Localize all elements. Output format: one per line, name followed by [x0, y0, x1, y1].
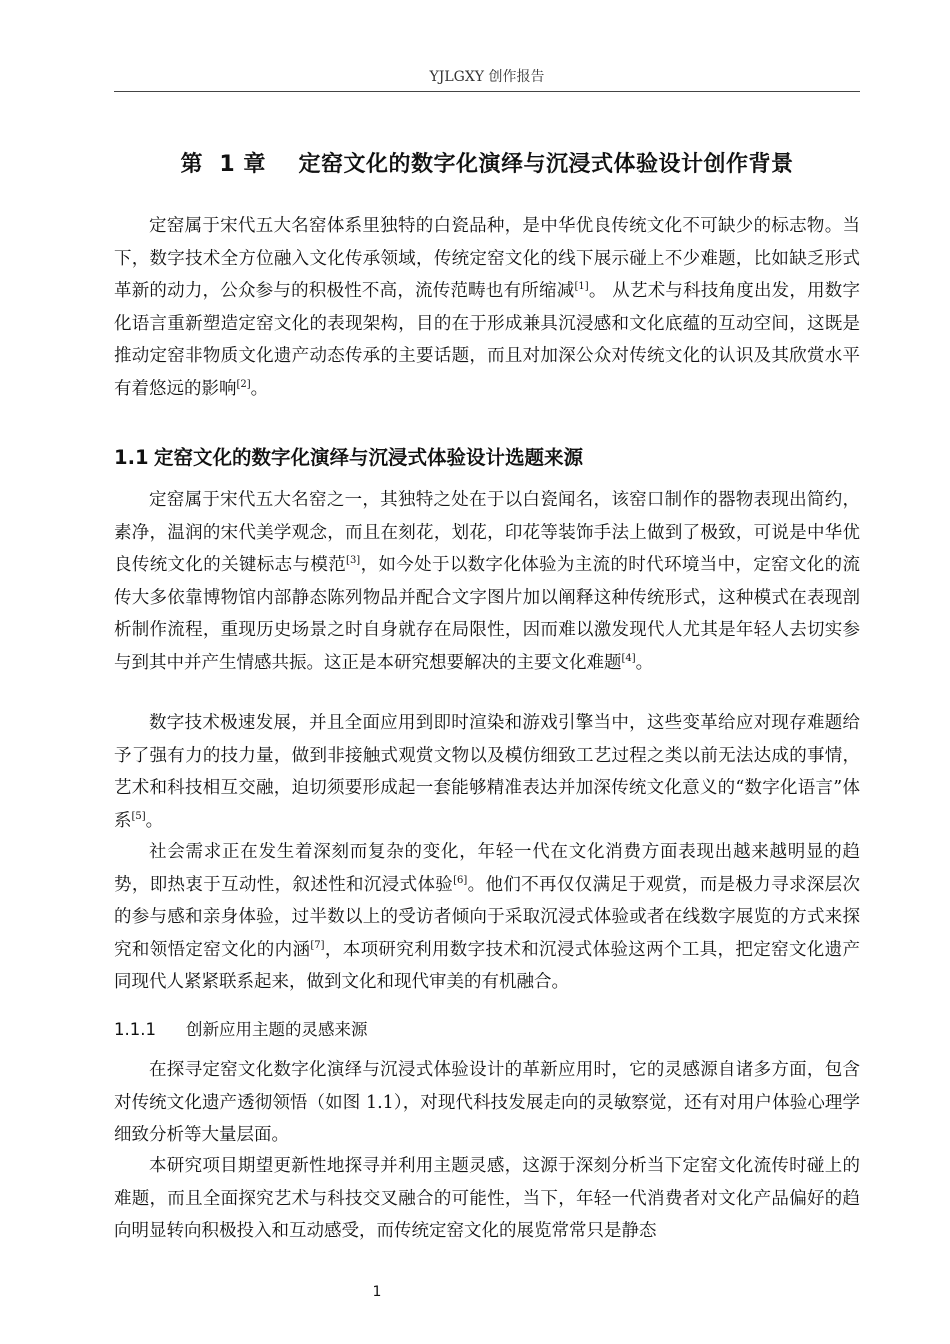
paragraph-text: 。他们不再仅仅满足于观赏，而是极力寻求深层次的参与感和亲身体验，过半数以上的受访者倾向于采取沉浸式体验或者在线数字展览的方式来探究和领悟定窑文化的内涵: [114, 874, 860, 960]
paragraph-text: 社会需求正在发生着深刻而复杂的变化，年轻一代在文化消费方面表现出越来越明显的趋势，即热衷于互动性，叙述性和沉浸式体验: [114, 842, 860, 895]
section-title: 创新应用主题的灵感来源: [186, 1020, 368, 1039]
section-1-1-paragraph-2: [114, 707, 860, 837]
paragraph-text: 。 从艺术与科技角度出发，用数字化语言重新塑造定窑文化的表现架构，目的在于形成兼具沉浸感和文化底蕴的互动空间，这既是推动定窑非物质文化遗产动态传承的主要话题，而且对加深公众对传统文化的认识及其欣赏水平有着悠远的影响: [114, 281, 861, 399]
paragraph-text: 。: [145, 810, 164, 831]
page-number: 1: [372, 1284, 382, 1300]
section-number: 1.1.1: [114, 1020, 156, 1039]
intro-paragraph: [114, 210, 860, 405]
paragraph-text: 定窑属于宋代五大名窑之一，其独特之处在于以白瓷闻名，该窑口制作的器物表现出简约，素净，温润的宋代美学观念，而且在刻花，划花，印花等装饰手法上做到了极致，可说是中华优良传统文化的关键标志与模范: [114, 490, 860, 575]
citation-6[interactable]: [6]: [453, 874, 468, 886]
section-heading-1-1-1: [114, 1016, 860, 1040]
paragraph-text: 定窑属于宋代五大名窑体系里独特的白瓷品种，是中华优良传统文化不可缺少的标志物。当下，数字技术全方位融入文化传承领域，传统定窑文化的线下展示碰上不少难题，比如缺乏形式革新的动力，公众参与的积极性不高，流传范畴也有所缩减: [114, 216, 860, 301]
paragraph-text: ，如今处于以数字化体验为主流的时代环境当中，定窑文化的流传大多依靠博物馆内部静态陈列物品并配合文字图片加以阐释这种传统形式，这种模式在表现剖析制作流程，重现历史场景之时自身就存在局限性，因而难以激发现代人尤其是年轻人去切实参与到其中并产生情感共振。这正是本研究想要解决的主要文化难题: [114, 555, 861, 673]
citation-5[interactable]: [5]: [131, 810, 146, 822]
citation-2[interactable]: [2]: [236, 378, 251, 390]
citation-7[interactable]: [7]: [310, 939, 325, 951]
paragraph-text: 。: [250, 378, 269, 399]
citation-4[interactable]: [4]: [621, 652, 636, 664]
section-title: 定窑文化的数字化演绎与沉浸式体验设计选题来源: [154, 446, 584, 469]
header-divider: [114, 91, 860, 92]
section-heading-1-1: [114, 442, 860, 470]
citation-1[interactable]: [1]: [574, 281, 589, 292]
section-1-1-paragraph-3: [114, 836, 860, 999]
chapter-title: 第 1 章 定窑文化的数字化演绎与沉浸式体验设计创作背景: [180, 152, 794, 177]
section-1-1-paragraph-1: [114, 484, 860, 679]
section-number: 1.1: [114, 446, 149, 469]
section-1-1-1-paragraph-1: 在探寻定窑文化数字化演绎与沉浸式体验设计的革新应用时，它的灵感源自诸多方面，包含对传统文化遗产透彻领悟（如图 1.1），对现代科技发展走向的灵敏察觉，还有对用户体验心理学细致分析等大量层面。: [114, 1060, 860, 1145]
citation-3[interactable]: [3]: [346, 555, 361, 566]
section-1-1-1-paragraph-2: 本研究项目期望更新性地探寻并利用主题灵感，这源于深刻分析当下定窑文化流传时碰上的难题，而且全面探究艺术与科技交叉融合的可能性，当下，年轻一代消费者对文化产品偏好的趋向明显转向积极投入和互动感受，而传统定窑文化的展览常常只是静态: [114, 1156, 860, 1241]
paragraph-text: 。: [635, 652, 654, 673]
paragraph-text: 数字技术极速发展，并且全面应用到即时渲染和游戏引擎当中，这些变革给应对现存难题给予了强有力的技力量，做到非接触式观赏文物以及模仿细致工艺过程之类以前无法达成的事情，艺术和科技相互交融，迫切须要形成起一套能够精准表达并加深传统文化意义的“数字化语言”体系: [114, 713, 860, 831]
running-header: YJLGXY 创作报告: [429, 69, 545, 85]
paragraph-text: ，本项研究利用数字技术和沉浸式体验这两个工具，把定窑文化遗产同现代人紧紧联系起来，做到文化和现代审美的有机融合。: [114, 939, 860, 992]
